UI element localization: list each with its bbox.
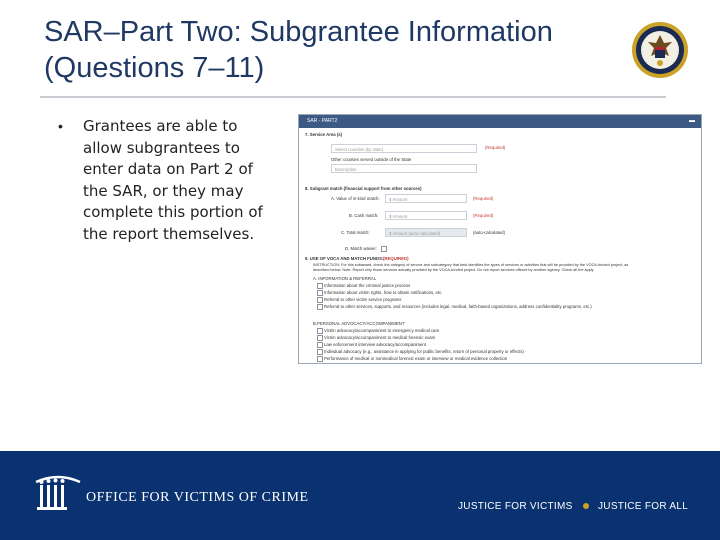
q7-label: 7. Service Area (s): [305, 132, 343, 137]
q9-required: (REQUIRED): [383, 256, 409, 261]
q9-instruction-1: INSTRUCTION: For this subaward, check the category of service and subcategory that best identifies the types of services or activities that will be provided by the VOCA-funded project, as: [313, 263, 629, 267]
checkbox[interactable]: [317, 335, 323, 341]
list-item: Referral to other victim service programs: [324, 297, 402, 302]
q8a-inkind-input[interactable]: $ Amount: [385, 194, 467, 203]
checkbox[interactable]: [317, 328, 323, 334]
checkbox[interactable]: [317, 349, 323, 355]
list-item: Victim advocacy/accompaniment to emergency medical care: [324, 328, 440, 333]
q9-instruction-2: described below. Note: Report only those services actually provided by the VOCA-funded project. Do not report services offered by another agency. Check all the apply.: [313, 268, 595, 272]
ovc-pillars-logo-icon: [34, 474, 82, 512]
slide-title-line2: (Questions 7–11): [44, 52, 265, 84]
q8a-required: (Required): [473, 196, 494, 201]
footer-org-name: OFFICE FOR VICTIMS OF CRIME: [86, 490, 309, 505]
q7-required: (Required): [485, 145, 506, 150]
list-item: Information about victim rights, how to obtain notifications, etc.: [324, 290, 443, 295]
q8b-label: B. Cash match:: [349, 213, 379, 218]
doj-seal-icon: [631, 21, 689, 79]
q7-description-field[interactable]: Description: [331, 164, 477, 173]
q9-label: 9. USE OF VOCA AND MATCH FUNDS:: [305, 256, 384, 261]
q8c-total-input: $ Amount (auto-calculated): [385, 228, 467, 237]
q8-label: 8. Subgrant match (financial support from other sources): [305, 186, 422, 191]
q8b-required: (Required): [473, 213, 494, 218]
q7-other-label: Other counties served outside of the State: [331, 157, 412, 162]
list-item: Victim advocacy/accompaniment to medical forensic exam: [324, 335, 436, 340]
slide-title: [44, 14, 604, 86]
bullet-marker: •: [58, 118, 63, 134]
list-item: Information about the criminal justice process: [324, 283, 411, 288]
form-header: [299, 115, 701, 128]
q8d-waiver-checkbox[interactable]: [381, 246, 387, 252]
form-header-title: SAR - PART2: [307, 118, 338, 124]
footer-tagline-left: JUSTICE FOR VICTIMS: [458, 501, 573, 512]
slide-title-line1: SAR–Part Two: Subgrantee Information: [44, 16, 553, 48]
q8c-note: (auto-calculated): [473, 230, 506, 235]
sar-form-screenshot: [298, 114, 702, 364]
list-item: Individual advocacy (e.g., assistance in applying for public benefits, return of personal property or effects): [324, 349, 524, 354]
footer-tagline-right: JUSTICE FOR ALL: [598, 501, 689, 512]
checkbox[interactable]: [317, 290, 323, 296]
q7-county-select[interactable]: Select counties (by state): [331, 144, 477, 153]
bullet-text: Grantees are able to allow subgrantees to enter data on Part 2 of the SAR, or they may complete this portion of the report themselves.: [83, 117, 263, 243]
section-a-heading: A. INFORMATION & REFERRAL: [313, 276, 377, 281]
section-b-heading: B.PERSONAL ADVOCACY/ACCOMPANIMENT: [313, 321, 405, 326]
checkbox[interactable]: [317, 297, 323, 303]
list-item: Performance of medical or nonmedical forensic exam or interview or medical evidence collection: [324, 356, 508, 361]
footer-separator-dot: [583, 503, 589, 509]
list-item: Law enforcement interview advocacy/accompaniment: [324, 342, 426, 347]
q8d-label: D. Match waiver:: [345, 246, 377, 251]
checkbox[interactable]: [317, 304, 323, 310]
checkbox[interactable]: [317, 342, 323, 348]
title-divider: [40, 96, 666, 98]
q8a-label: A. Value of in-kind match:: [331, 196, 380, 201]
q8b-cash-input[interactable]: $ Amount: [385, 211, 467, 220]
list-item: Referral to other services, supports, and resources (includes legal, medical, faith-based organizations, address confidentiality programs, etc.): [324, 304, 592, 309]
collapse-icon[interactable]: ▬: [689, 118, 695, 124]
checkbox[interactable]: [317, 283, 323, 289]
checkbox[interactable]: [317, 356, 323, 362]
q8c-label: C. Total match:: [341, 230, 370, 235]
